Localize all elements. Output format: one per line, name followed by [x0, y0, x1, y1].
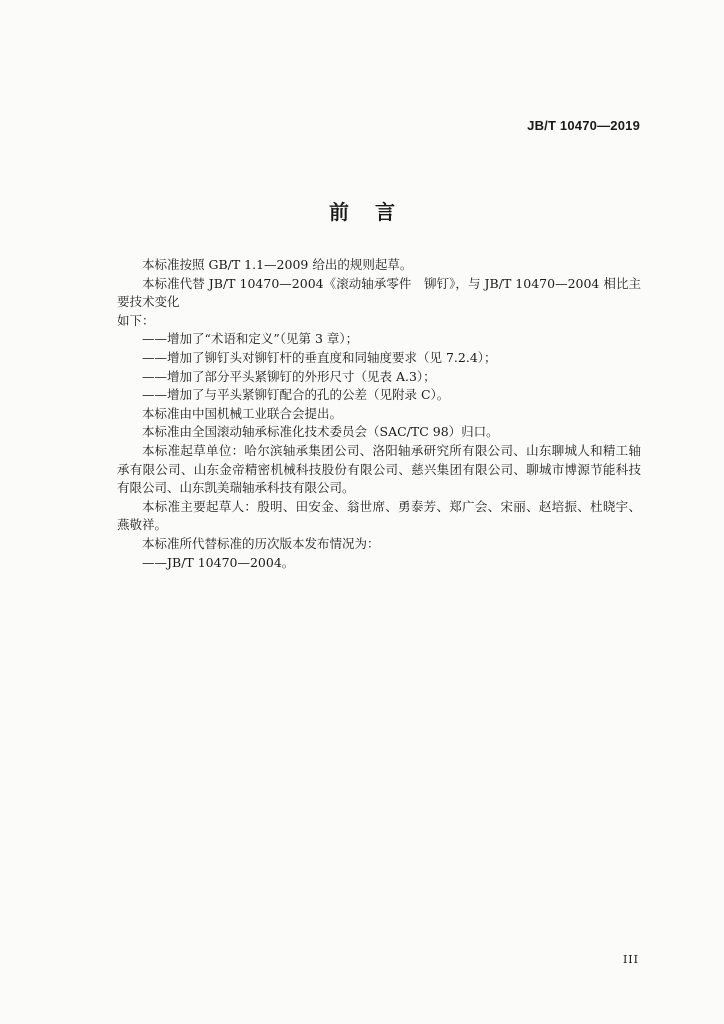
history-item: ——JB/T 10470—2004。	[142, 554, 295, 570]
replacement-paragraph: 本标准代替 JB/T 10470—2004《滚动轴承零件 铆钉》，与 JB/T 10470—2004 相比主要技术变化	[117, 275, 641, 310]
foreword-body	[117, 256, 641, 572]
change-item-perpendicularity: ——增加了铆钉头对铆钉杆的垂直度和同轴度要求（见 7.2.4）；	[142, 349, 497, 365]
replacement-paragraph-continuation: 如下：	[117, 312, 155, 328]
page-title: 前言	[329, 200, 421, 224]
change-item-dimensions: ——增加了部分平头紧铆钉的外形尺寸（见表 A.3）；	[142, 368, 436, 384]
standard-number: JB/T 10470—2019	[527, 118, 640, 133]
managed-by-paragraph: 本标准由全国滚动轴承标准化技术委员会（SAC/TC 98）归口。	[142, 424, 499, 440]
page-number: III	[622, 953, 639, 966]
change-item-terms: ——增加了“术语和定义”（见第 3 章）；	[142, 331, 359, 347]
history-intro-paragraph: 本标准所代替标准的历次版本发布情况为：	[142, 535, 380, 551]
drafting-rules-paragraph: 本标准按照 GB/T 1.1—2009 给出的规则起草。	[142, 257, 413, 272]
drafters-paragraph: 本标准主要起草人：殷明、田安金、翁世席、勇泰芳、郑广会、宋丽、赵培振、杜晓宇、燕敬祥。	[117, 498, 641, 533]
proposed-by-paragraph: 本标准由中国机械工业联合会提出。	[142, 405, 343, 421]
change-item-hole-tolerance: ——增加了与平头紧铆钉配合的孔的公差（见附录 C）。	[142, 387, 450, 403]
drafting-units-paragraph: 本标准起草单位：哈尔滨轴承集团公司、洛阳轴承研究所有限公司、山东聊城人和精工轴承有限公司、山东金帝精密机械科技股份有限公司、慈兴集团有限公司、聊城市博源节能科技有限公司、山东凯美瑞轴承科技有限公司。	[117, 442, 641, 496]
